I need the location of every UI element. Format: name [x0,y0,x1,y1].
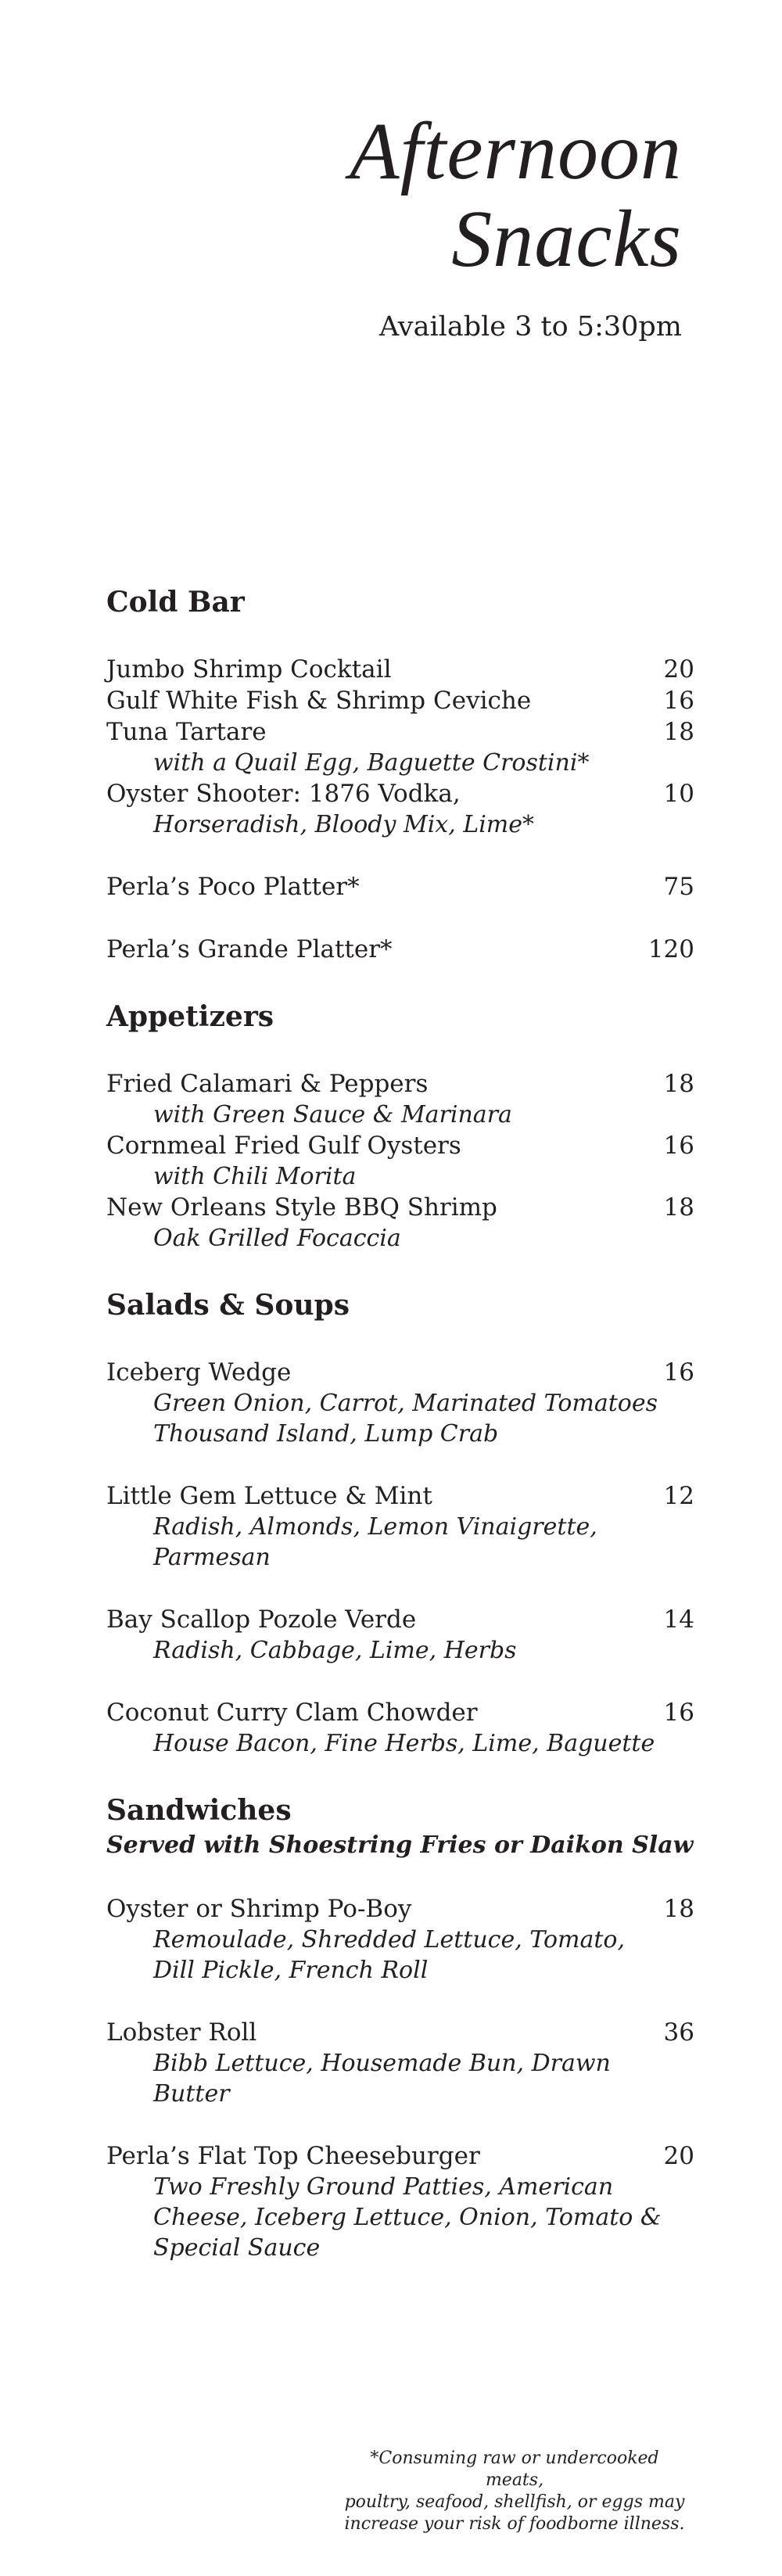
item-description: Radish, Cabbage, Lime, Herbs [153,1637,517,1664]
item-description: Parmesan [153,1544,271,1571]
menu-item [106,685,694,716]
item-name: New Orleans Style BBQ Shrimp [106,1193,497,1222]
section-heading-appetizers: Appetizers [106,1000,274,1033]
menu-item [106,1068,694,1100]
item-description: Radish, Almonds, Lemon Vinaigrette, [153,1513,597,1541]
item-name: Cornmeal Fried Gulf Oysters [106,1132,461,1160]
item-name: Perla’s Grande Platter* [106,935,393,963]
item-price: 18 [663,1193,694,1222]
item-name: Fried Calamari & Peppers [106,1070,429,1098]
item-name: Gulf White Fish & Shrimp Ceviche [106,687,532,715]
item-description: with a Quail Egg, Baguette Crostini* [153,749,590,777]
section-heading-sandwiches: Sandwiches [106,1794,292,1827]
item-description: House Bacon, Fine Herbs, Lime, Baguette [153,1730,655,1757]
item-description: with Chili Morita [153,1163,357,1190]
item-description: Dill Pickle, French Roll [153,1957,429,1984]
item-price: 18 [663,1070,694,1098]
item-price: 16 [663,1358,694,1387]
item-description: Horseradish, Bloody Mix, Lime* [153,811,535,838]
section-heading-cold-bar: Cold Bar [106,586,245,619]
menu-title [350,108,682,283]
item-price: 16 [663,687,694,715]
menu-item [106,1357,694,1388]
menu-item [106,871,694,902]
item-description: Green Onion, Carrot, Marinated Tomatoes [153,1390,658,1417]
item-name: Perla’s Poco Platter* [106,873,360,901]
menu-item [106,778,694,809]
menu-item [106,1697,694,1728]
menu-item [106,934,694,965]
menu-item [106,1893,694,1925]
item-description: Cheese, Iceberg Lettuce, Onion, Tomato & [153,2204,662,2231]
menu-item [106,1130,694,1161]
menu-item [106,2017,694,2048]
item-name: Tuna Tartare [106,718,267,746]
item-name: Perla’s Flat Top Cheeseburger [106,2142,480,2170]
item-name: Lobster Roll [106,2018,257,2047]
menu-body [106,587,694,2263]
item-description: Oak Grilled Focaccia [153,1225,401,1252]
item-price: 20 [663,2142,694,2170]
disclaimer-line: *Consuming raw or undercooked meats, [370,2449,659,2490]
item-price: 16 [663,1132,694,1160]
menu-item [106,1480,694,1512]
menu-item [106,1604,694,1635]
menu-item [106,716,694,748]
item-name: Jumbo Shrimp Cocktail [106,655,392,683]
item-name: Bay Scallop Pozole Verde [106,1606,417,1634]
item-name: Little Gem Lettuce & Mint [106,1482,432,1510]
title-line-1: Afternoon [350,106,682,196]
item-name: Iceberg Wedge [106,1358,292,1387]
item-description: Thousand Island, Lump Crab [153,1420,499,1448]
item-price: 36 [663,2018,694,2047]
item-price: 16 [663,1699,694,1727]
item-price: 12 [663,1482,694,1510]
item-price: 18 [663,1895,694,1923]
item-price: 20 [663,655,694,683]
item-price: 120 [647,935,694,963]
menu-item [106,2140,694,2172]
health-disclaimer [343,2448,687,2535]
menu-item [106,654,694,685]
item-name: Oyster or Shrimp Po-Boy [106,1895,412,1923]
section-subheading: Served with Shoestring Fries or Daikon Slaw [106,1832,694,1859]
item-description: Two Freshly Ground Patties, American [153,2173,614,2201]
disclaimer-line: increase your risk of foodborne illness. [344,2514,685,2534]
item-price: 14 [663,1606,694,1634]
item-description: with Green Sauce & Marinara [153,1101,512,1128]
availability-text: Available 3 to 5:30pm [378,311,682,343]
item-price: 75 [663,873,694,901]
title-line-2: Snacks [451,194,682,284]
menu-item [106,1192,694,1223]
section-heading-salads-soups: Salads & Soups [106,1289,350,1322]
item-description: Remoulade, Shredded Lettuce, Tomato, [153,1926,626,1954]
disclaimer-line: poultry, seafood, shellfish, or eggs may [344,2492,685,2512]
item-description: Bibb Lettuce, Housemade Bun, Drawn Butter [153,2050,611,2108]
item-description: Special Sauce [153,2234,321,2262]
item-price: 10 [663,780,694,808]
item-name: Coconut Curry Clam Chowder [106,1699,478,1727]
item-price: 18 [663,718,694,746]
item-name: Oyster Shooter: 1876 Vodka, [106,780,461,808]
